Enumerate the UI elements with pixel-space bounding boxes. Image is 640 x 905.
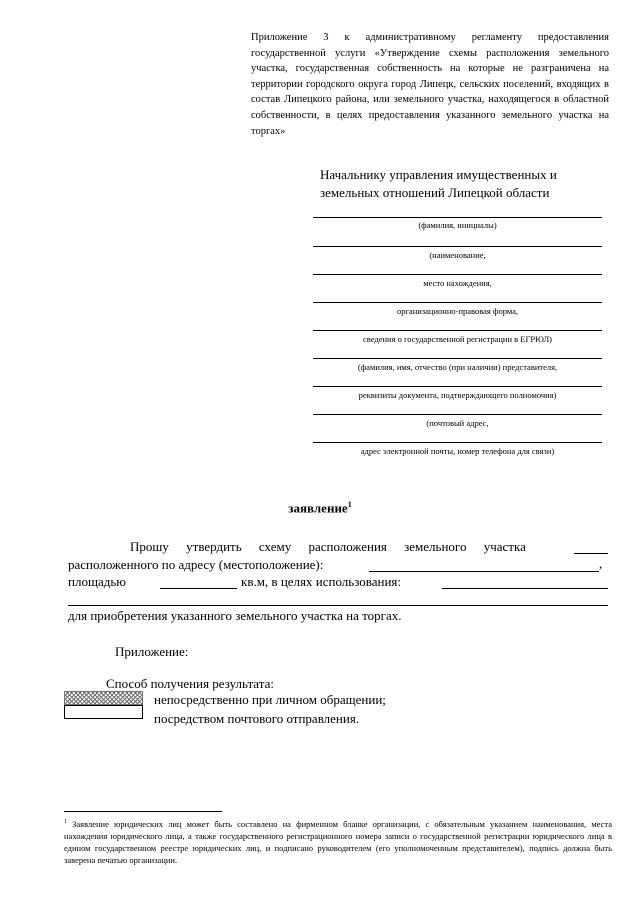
address-comma: , [599, 556, 603, 571]
footnote [64, 816, 612, 866]
result-method-label: Способ получения результата: [106, 676, 274, 691]
area-input[interactable] [160, 588, 237, 589]
option-mail-checkbox[interactable] [64, 705, 143, 719]
applicant-name-field[interactable] [313, 217, 602, 218]
footnote-divider [64, 811, 222, 812]
field-caption-registration: сведения о государственной регистрации в ЕГРЮЛ) [362, 334, 553, 344]
title-footnote-mark: 1 [347, 500, 352, 509]
request-blank[interactable] [574, 553, 608, 554]
address-input[interactable] [369, 571, 599, 572]
purpose-input[interactable] [442, 588, 608, 589]
area-label: площадью [68, 574, 126, 589]
option-personal-checkbox[interactable] [64, 691, 143, 705]
addressee-line-2: земельных отношений Липецкой области [320, 185, 550, 200]
representative-name-field[interactable] [313, 358, 602, 359]
purpose-continuation-line[interactable] [68, 605, 608, 606]
option-personal-label: непосредственно при личном обращении; [154, 692, 386, 707]
postal-address-field[interactable] [313, 414, 602, 415]
purpose-text: для приобретения указанного земельного участка на торгах. [68, 608, 402, 623]
addressee-line-1: Начальнику управления имущественных и [320, 167, 557, 182]
applicant-location-field[interactable] [313, 274, 602, 275]
option-mail-label: посредством почтового отправления. [154, 711, 360, 726]
area-unit-label: кв.м, в целях использования: [241, 574, 401, 589]
footnote-text: Заявление юридических лиц может быть составлено на фирменном бланке организации, с обязательным указанием наименования, места нахождения юридического лица, а также государственного регистрационного номера записи о государственной регистрации юридического лица в едином государственном реестре юридических лиц, и подписано руководителем (его уполномоченным представителем), подпись должна быть заверена печатью организации. [64, 818, 613, 865]
title-text: заявление [288, 500, 348, 516]
field-caption-authority: реквизиты документа, подтверждающего полномочия) [358, 390, 557, 400]
applicant-registration-field[interactable] [313, 330, 602, 331]
contact-field[interactable] [313, 442, 602, 443]
field-caption-name: (фамилия, инициалы) [418, 220, 497, 230]
field-caption-org-name: (наименование, [429, 250, 486, 260]
field-caption-representative: (фамилия, имя, отчество (при наличии) представителя, [357, 362, 558, 372]
field-caption-location: место нахождения, [423, 278, 492, 288]
footnote-mark: 1 [64, 819, 67, 825]
field-caption-contact: адрес электронной почты, номер телефона для связи) [360, 446, 555, 456]
addressee [320, 166, 610, 202]
request-text: Прошу утвердить схему расположения земельного участка [130, 539, 526, 554]
annex-header: Приложение 3 к административному регламенту предоставления государственной услуги «Утверждение схемы расположения земельного участка, государственная собственность на которые не разграничена на территории городского округа город Липецк, сельских поселений, входящих в состав Липецкого района, или земельного участка, находящегося в областной собственности, в целях предоставления указанного земельного участка на торгах» [251, 32, 609, 137]
address-label: расположенного по адресу (местоположение): [68, 557, 324, 572]
applicant-legal-form-field[interactable] [313, 302, 602, 303]
authority-document-field[interactable] [313, 386, 602, 387]
field-caption-legal-form: организационно-правовая форма, [396, 306, 519, 316]
attachment-label: Приложение: [115, 644, 189, 659]
document-title [0, 500, 640, 516]
field-caption-postal: (почтовый адрес, [426, 418, 489, 428]
applicant-org-name-field[interactable] [313, 246, 602, 247]
